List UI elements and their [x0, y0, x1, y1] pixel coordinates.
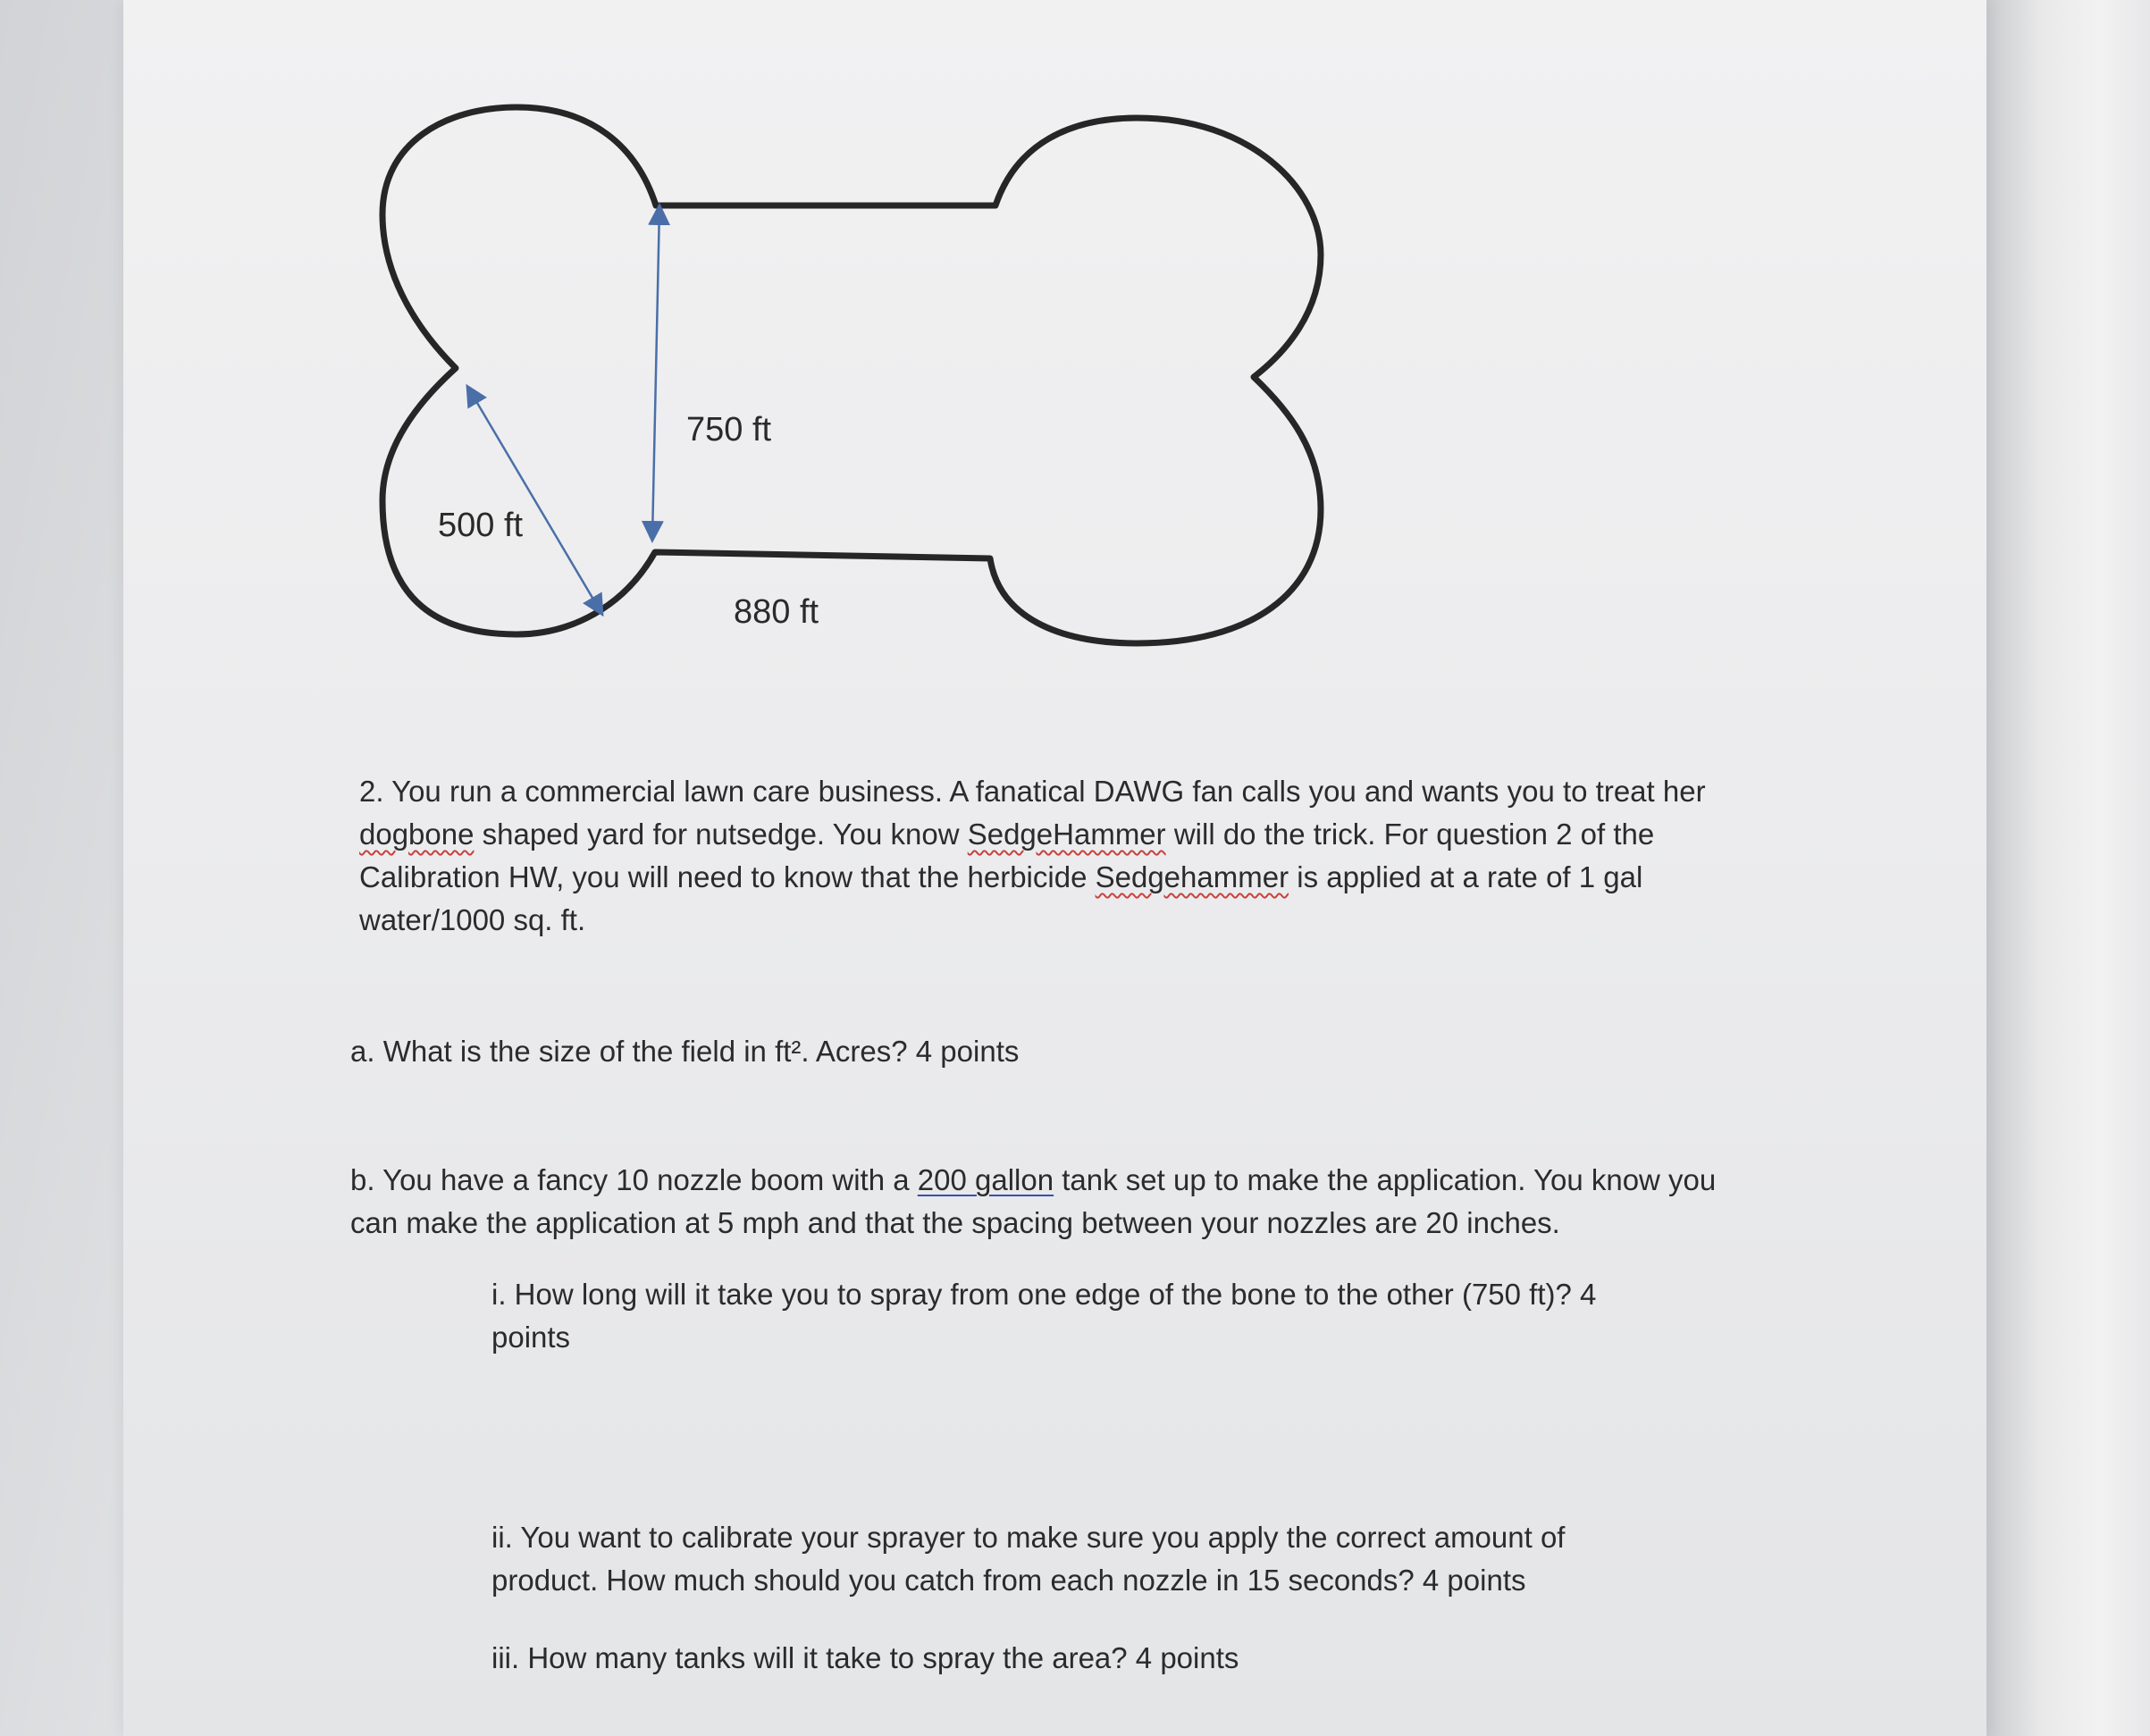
intro-line-2-mid: shaped yard for nutsedge. You know — [474, 818, 968, 851]
sub-i-line-1: i. How long will it take you to spray from one edge of the bone to the other (750 ft)? 4 — [491, 1278, 1597, 1311]
sub-question-ii — [491, 1516, 1565, 1602]
intro-line-1: 2. You run a commercial lawn care business. A fanatical DAWG fan calls you and wants you to treat her — [359, 775, 1706, 808]
sub-i-line-2: points — [491, 1321, 571, 1354]
monitor-edge — [1984, 0, 2150, 1736]
part-a — [350, 1030, 1019, 1073]
intro-line-4: water/1000 sq. ft. — [359, 903, 586, 936]
height-label: 750 ft — [686, 411, 772, 449]
part-b-line-2: can make the application at 5 mph and that the spacing between your nozzles are 20 inches. — [350, 1206, 1560, 1239]
word-sedgehammer: SedgeHammer — [967, 818, 1166, 851]
document-page — [123, 0, 1986, 1736]
part-b — [350, 1159, 1716, 1245]
sub-ii-line-1: ii. You want to calibrate your sprayer to make sure you apply the correct amount of — [491, 1521, 1566, 1554]
length-label: 880 ft — [734, 593, 819, 631]
intro-line-2-end: will do the trick. For question 2 of the — [1165, 818, 1655, 851]
sub-question-iii — [491, 1637, 1239, 1680]
dogbone-outline — [382, 107, 1321, 643]
part-b-end: tank set up to make the application. You know you — [1054, 1163, 1717, 1196]
dogbone-diagram — [123, 0, 1986, 679]
diameter-label: 500 ft — [438, 507, 524, 544]
sub-ii-line-2: product. How much should you catch from each nozzle in 15 seconds? 4 points — [491, 1564, 1526, 1597]
intro-line-3-start: Calibration HW, you will need to know that the herbicide — [359, 860, 1096, 893]
word-dogbone: dogbone — [359, 818, 475, 851]
diameter-arrow — [468, 388, 601, 613]
word-sedgehammer-2: Sedgehammer — [1095, 860, 1289, 893]
part-b-start: b. You have a fancy 10 nozzle boom with a — [350, 1163, 918, 1196]
intro-line-3-end: is applied at a rate of 1 gal — [1289, 860, 1643, 893]
sub-iii-text: iii. How many tanks will it take to spray the area? 4 points — [491, 1641, 1239, 1674]
question-intro — [359, 770, 1706, 942]
tank-size-link[interactable]: 200 gallon — [917, 1163, 1054, 1196]
height-arrow — [652, 207, 659, 539]
part-a-text: a. What is the size of the field in ft². Acres? 4 points — [350, 1035, 1020, 1068]
sub-question-i — [491, 1273, 1596, 1359]
